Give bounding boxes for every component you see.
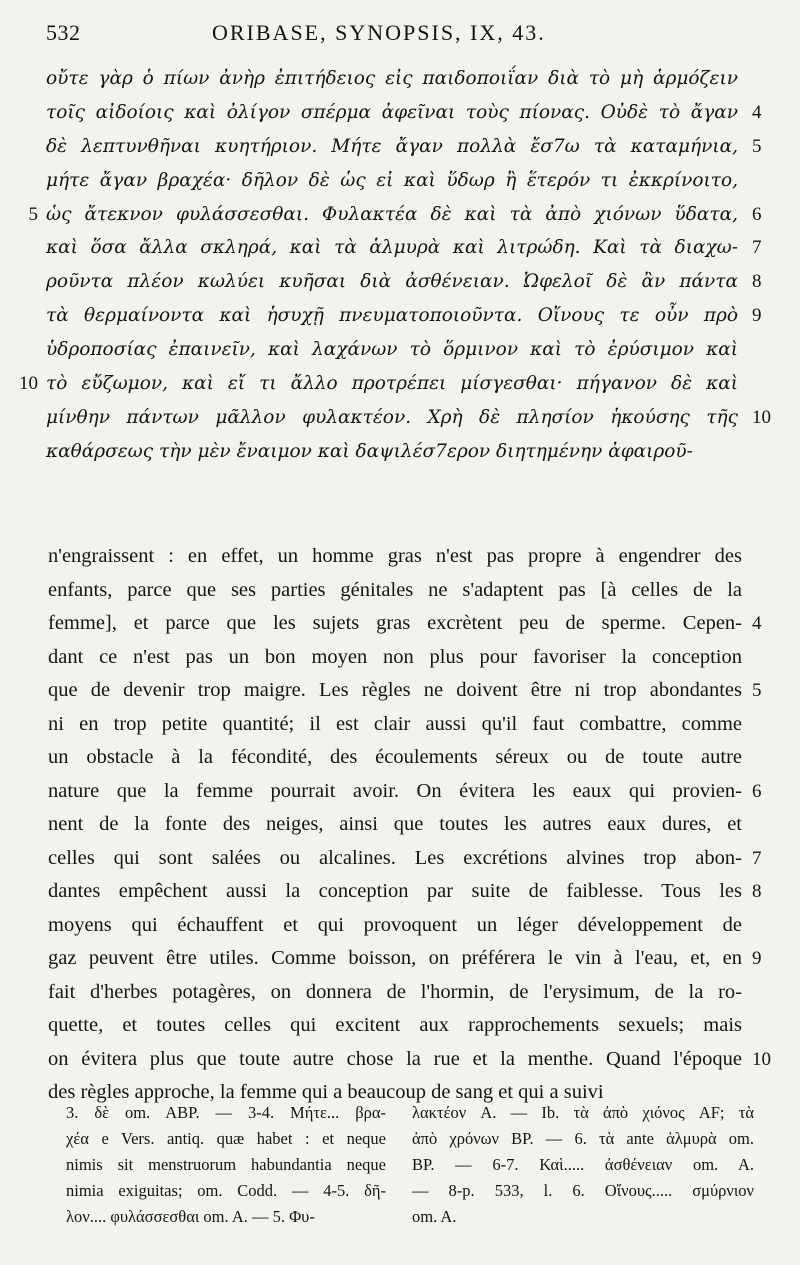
- greek-line-number: 10: [19, 373, 38, 395]
- section-number: 7: [752, 847, 762, 869]
- french-line-text: on évitera plus que toute autre chose la rue et la menthe. Quand l'époque: [48, 1047, 742, 1070]
- greek-line-text: τὸ εὔζωμον, καὶ εἴ τι ἄλλο προτρέπει μίσγεσθαι· πήγανον δὲ καὶ: [46, 373, 738, 395]
- french-line: [0, 741, 800, 775]
- greek-line: [0, 198, 800, 232]
- french-line: [0, 641, 800, 675]
- footnote-line: nimia exiguitas; om. Codd. — 4-5. δῆ-: [66, 1181, 386, 1200]
- footnote-line: — 8-p. 533, l. 6. Οἴνους..... σμύρνιον: [412, 1181, 754, 1200]
- section-number: 6: [752, 203, 762, 225]
- french-line: [0, 808, 800, 842]
- greek-line: [0, 367, 800, 401]
- section-number: 7: [752, 237, 762, 259]
- section-number: 10: [752, 1048, 771, 1070]
- french-line-text: moyens qui échauffent et qui provoquent un léger développement de: [48, 913, 742, 936]
- footnotes-left-column: [66, 1100, 386, 1230]
- greek-line: [0, 401, 800, 435]
- french-line: [0, 607, 800, 641]
- french-line: [0, 875, 800, 909]
- section-number: 10: [752, 406, 771, 428]
- french-line: [0, 1043, 800, 1077]
- greek-line-text: μίνθην πάντων μᾶλλον φυλακτέον. Χρὴ δὲ πλησίον ἡκούσης τῆς: [46, 406, 738, 428]
- french-line: [0, 708, 800, 742]
- french-translation-block: [0, 540, 800, 1110]
- section-number: 9: [752, 948, 762, 969]
- footnote-line: ἀπὸ χρόνων BP. — 6. τὰ ante ἁλμυρὰ om.: [412, 1129, 754, 1148]
- french-line-text: nature que la femme pourrait avoir. On évitera les eaux qui provien-: [48, 779, 742, 802]
- french-line: [0, 909, 800, 943]
- greek-line: [0, 265, 800, 299]
- greek-line-text: μήτε ἄγαν βραχέα· δῆλον δὲ ὡς εἰ καὶ ὕδωρ ἢ ἕτερόν τι ἐκκρίνοιτο,: [46, 169, 738, 191]
- french-line: [0, 775, 800, 809]
- greek-line: [0, 164, 800, 198]
- greek-line-text: τὰ θερμαίνοντα καὶ ἡσυχῇ πνευματοποιοῦντα. Οἴνους τε οὖν πρὸ: [46, 305, 738, 327]
- running-title: ORIBASE, SYNOPSIS, IX, 43.: [212, 20, 546, 45]
- french-line-text: quette, et toutes celles qui excitent aux rapprochements sexuels; mais: [48, 1014, 742, 1036]
- french-line-text: dantes empêchent aussi la conception par suite de faiblesse. Tous les: [48, 880, 742, 902]
- greek-line: [0, 130, 800, 164]
- french-line-text: gaz peuvent être utiles. Comme boisson, on préférera le vin à l'eau, et, en: [48, 947, 742, 969]
- greek-line-text: καθάρσεως τὴν μὲν ἔναιμον καὶ δαψιλέσ7ερον διητημένην ἀφαιροῦ-: [46, 440, 693, 462]
- footnote-line: λον.... φυλάσσεσθαι om. A. — 5. Φυ-: [66, 1207, 315, 1226]
- french-line-text: un obstacle à la fécondité, des écoulements séreux ou de toute autre: [48, 746, 742, 768]
- section-number: 8: [752, 271, 762, 293]
- french-line-text: des règles approche, la femme qui a beaucoup de sang et qui a suivi: [48, 1081, 604, 1103]
- french-line: [0, 942, 800, 976]
- french-line: [0, 976, 800, 1010]
- section-number: 8: [752, 881, 762, 902]
- french-line-text: celles qui sont salées ou alcalines. Les excrétions alvines trop abon-: [48, 846, 742, 869]
- page-header: [0, 14, 800, 54]
- footnote-line: om. A.: [412, 1207, 457, 1226]
- section-number: 4: [752, 613, 762, 634]
- french-line: [0, 842, 800, 876]
- section-number: 5: [752, 135, 762, 157]
- french-line-text: fait d'herbes potagères, on donnera de l'hormin, de l'erysimum, de la ro-: [48, 980, 742, 1003]
- french-line: [0, 1009, 800, 1043]
- page-number: 532: [46, 20, 81, 45]
- footnote-line: χέα e Vers. antiq. quæ habet : et neque: [66, 1129, 386, 1148]
- greek-line-text: ὡς ἄτεκνον φυλάσσεσθαι. Φυλακτέα δὲ καὶ τὰ ἀπὸ χιόνων ὕδατα,: [46, 203, 738, 225]
- french-line-text: ni en trop petite quantité; il est clair aussi qu'il faut combattre, comme: [48, 712, 742, 735]
- french-line-text: nent de la fonte des neiges, ainsi que toutes les autres eaux dures, et: [48, 813, 742, 835]
- greek-line-text: δὲ λεπτυνθῆναι κυητήριον. Μήτε ἄγαν πολλὰ ἔσ7ω τὰ καταμήνια,: [46, 135, 738, 157]
- french-line: [0, 574, 800, 608]
- greek-line: [0, 231, 800, 265]
- greek-line-text: οὔτε γὰρ ὁ πίων ἀνὴρ ἐπιτήδειος εἰς παιδοποιΐαν διὰ τὸ μὴ ἁρμόζειν: [46, 68, 738, 89]
- greek-line-text: ροῦντα πλέον κωλύει κυῆσαι διὰ ἀσθένειαν. Ὠφελοῖ δὲ ἂν πάντα: [46, 271, 738, 293]
- greek-line: [0, 299, 800, 333]
- french-line-text: que de devenir trop maigre. Les règles ne doivent être ni trop abondantes: [48, 679, 742, 701]
- greek-line-text: τοῖς αἰδοίοις καὶ ὀλίγον σπέρμα ἀφεῖναι τοὺς πίονας. Οὐδὲ τὸ ἄγαν: [46, 101, 738, 123]
- greek-text-block: [0, 62, 800, 469]
- french-line: [0, 540, 800, 574]
- greek-line: [0, 333, 800, 367]
- footnote-line: 3. δὲ om. ABP. — 3-4. Μήτε... βρα-: [66, 1103, 386, 1122]
- french-line: [0, 674, 800, 708]
- french-line-text: n'engraissent : en effet, un homme gras n'est pas propre à engendrer des: [48, 545, 742, 567]
- footnote-line: BP. — 6-7. Καὶ..... ἀσθένειαν om. A.: [412, 1155, 754, 1174]
- section-number: 9: [752, 305, 762, 327]
- greek-line: [0, 435, 800, 469]
- section-number: 5: [752, 680, 762, 701]
- section-number: 4: [752, 101, 762, 123]
- greek-line: [0, 96, 800, 130]
- section-number: 6: [752, 780, 762, 802]
- footnote-line: nimis sit menstruorum habundantia neque: [66, 1155, 386, 1174]
- french-line-text: enfants, parce que ses parties génitales ne s'adaptent pas [à celles de la: [48, 578, 742, 601]
- french-line-text: dant ce n'est pas un bon moyen non plus pour favoriser la conception: [48, 645, 742, 668]
- greek-line-number: 5: [28, 203, 38, 225]
- greek-line: [0, 62, 800, 96]
- footnotes-right-column: [412, 1100, 754, 1230]
- footnote-line: λακτέον A. — Ib. τὰ ἀπὸ χιόνος AF; τὰ: [412, 1103, 754, 1122]
- greek-line-text: καὶ ὅσα ἄλλα σκληρά, καὶ τὰ ἁλμυρὰ καὶ λιτρώδη. Καὶ τὰ διαχω-: [46, 237, 738, 259]
- greek-line-text: ὑδροποσίας ἐπαινεῖν, καὶ λαχάνων τὸ ὅρμινον καὶ τὸ ἐρύσιμον καὶ: [46, 339, 738, 361]
- french-line-text: femme], et parce que les sujets gras excrètent peu de sperme. Cepen-: [48, 612, 742, 634]
